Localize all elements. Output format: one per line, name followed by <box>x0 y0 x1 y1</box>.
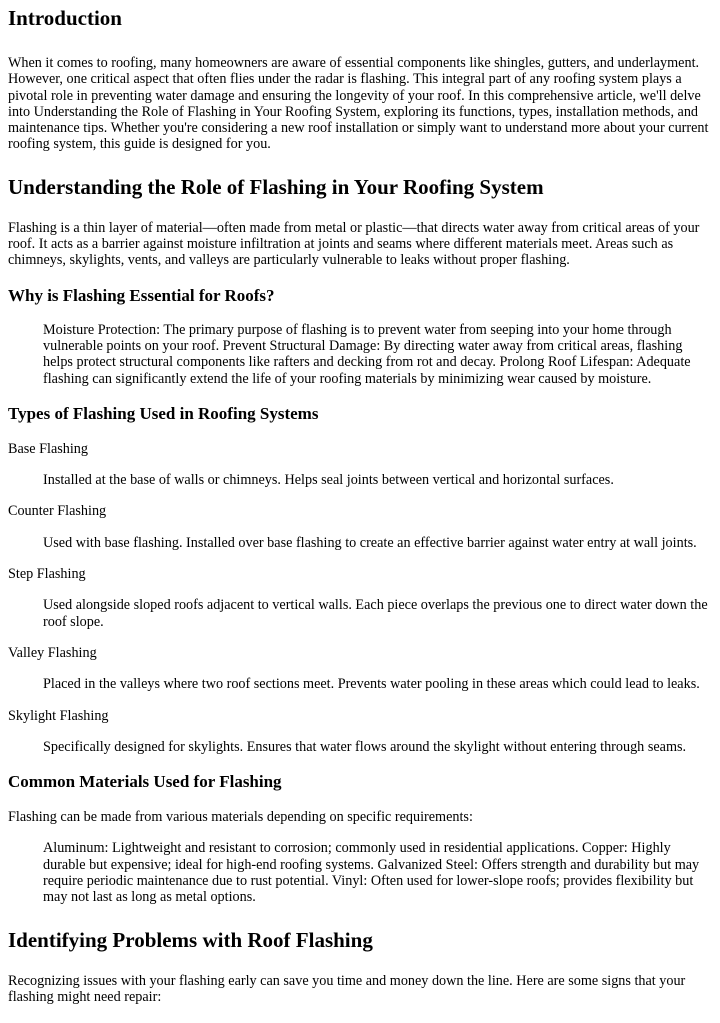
essential-heading: Why is Flashing Essential for Roofs? <box>8 285 275 305</box>
type-label-counter: Counter Flashing <box>8 503 107 520</box>
intro-heading: Introduction <box>8 6 122 30</box>
materials-paragraph: Flashing can be made from various materials depending on specific requirements: <box>8 809 473 826</box>
type-label-base: Base Flashing <box>8 440 88 457</box>
role-paragraph: Flashing is a thin layer of material—often made from metal or plastic—that directs water away from critical areas of your roof. It acts as a barrier against moisture infiltration at joints and seams where different materials meet. Areas such as chimneys, skylights, vents, and valleys are particularly vulnerable to leaks without proper flashing. <box>8 219 700 269</box>
type-text-step: Used alongside sloped roofs adjacent to vertical walls. Each piece overlaps the previous one to direct water down the roof slope. <box>43 597 708 630</box>
article <box>0 6 712 1005</box>
materials-heading: Common Materials Used for Flashing <box>8 772 282 792</box>
problems-paragraph: Recognizing issues with your flashing early can save you time and money down the line. Here are some signs that your flashing might need repair: <box>8 972 686 1005</box>
type-text-valley: Placed in the valleys where two roof sections meet. Prevents water pooling in these areas which could lead to leaks. <box>43 676 700 693</box>
type-label-skylight: Skylight Flashing <box>8 707 109 724</box>
type-text-counter: Used with base flashing. Installed over base flashing to create an effective barrier against water entry at wall joints. <box>43 534 697 551</box>
types-heading: Types of Flashing Used in Roofing Systems <box>8 403 319 423</box>
role-heading: Understanding the Role of Flashing in Your Roofing System <box>8 174 544 199</box>
intro-paragraph: When it comes to roofing, many homeowners are aware of essential components like shingles, gutters, and underlayment. However, one critical aspect that often flies under the radar is flashing. This integral part of any roofing system plays a pivotal role in preventing water damage and ensuring the longevity of your roof. In this comprehensive article, we'll delve into Understanding the Role of Flashing in Your Roofing System, exploring its functions, types, installation methods, and maintenance tips. Whether you're considering a new roof installation or simply want to understand more about your current roofing system, this guide is designed for you. <box>8 55 709 153</box>
problems-heading: Identifying Problems with Roof Flashing <box>8 927 373 952</box>
type-label-step: Step Flashing <box>8 566 86 583</box>
type-label-valley: Valley Flashing <box>8 644 97 661</box>
essential-quote: Moisture Protection: The primary purpose of flashing is to prevent water from seeping into your home through vulnerable points on your roof. Prevent Structural Damage: By directing water away from critical areas, flashing helps protect structural components like rafters and decking from rot and decay. Prolong Roof Lifespan: Adequate flashing can significantly extend the life of your roofing materials by minimizing wear caused by moisture. <box>43 321 691 387</box>
type-text-skylight: Specifically designed for skylights. Ensures that water flows around the skylight without entering through seams. <box>43 738 687 755</box>
materials-quote: Aluminum: Lightweight and resistant to corrosion; commonly used in residential applications. Copper: Highly durable but expensive; ideal for high-end roofing systems. Galvanized Steel: Offers strength and durability but may require periodic maintenance due to rust potential. Vinyl: Often used for lower-slope roofs; provides flexibility but may not last as long as metal options. <box>43 840 700 906</box>
type-text-base: Installed at the base of walls or chimneys. Helps seal joints between vertical and horizontal surfaces. <box>43 472 614 489</box>
